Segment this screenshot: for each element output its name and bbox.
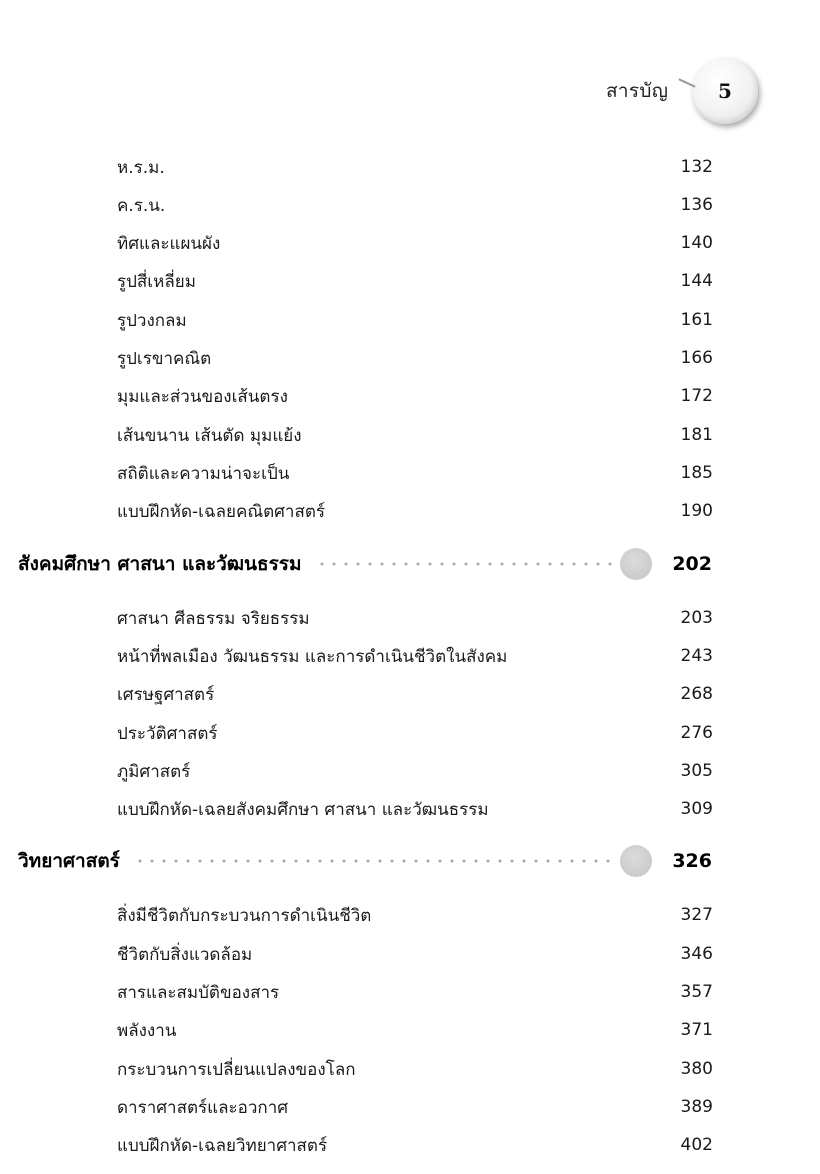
toc-entry-title: แบบฝึกหัด-เฉลยคณิตศาสตร์ bbox=[117, 501, 326, 522]
section-marker-circle bbox=[620, 845, 652, 877]
section-heading-social-studies[interactable] bbox=[18, 546, 712, 582]
toc-entry-page: 185 bbox=[680, 463, 713, 483]
toc-entry-title: แบบฝึกหัด-เฉลยสังคมศึกษา ศาสนา และวัฒนธรรม bbox=[117, 799, 489, 820]
toc-entry-page: 327 bbox=[680, 905, 713, 925]
toc-entry-title: ห.ร.ม. bbox=[117, 157, 165, 178]
toc-entry-title: เศรษฐศาสตร์ bbox=[117, 684, 215, 705]
toc-entry-page: 268 bbox=[680, 684, 713, 704]
toc-entry[interactable] bbox=[117, 266, 713, 296]
toc-entry-page: 305 bbox=[680, 761, 713, 781]
toc-entry[interactable] bbox=[117, 458, 713, 488]
toc-entry[interactable] bbox=[117, 679, 713, 709]
toc-entry-title: ทิศและแผนผัง bbox=[117, 233, 221, 254]
toc-entry-title: เส้นขนาน เส้นตัด มุมแย้ง bbox=[117, 425, 302, 446]
page-number-badge: 5 bbox=[692, 58, 758, 124]
toc-entry-title: ค.ร.น. bbox=[117, 195, 166, 216]
toc-entry[interactable] bbox=[117, 1130, 713, 1160]
toc-entry-page: 243 bbox=[680, 646, 713, 666]
toc-entry-title: ศาสนา ศีลธรรม จริยธรรม bbox=[117, 608, 310, 629]
toc-entry-title: แบบฝึกหัด-เฉลยวิทยาศาสตร์ bbox=[117, 1135, 328, 1156]
section-heading-title: วิทยาศาสตร์ bbox=[18, 850, 120, 872]
toc-entry-page: 166 bbox=[680, 348, 713, 368]
toc-entry-title: มุมและส่วนของเส้นตรง bbox=[117, 386, 288, 407]
toc-entry[interactable] bbox=[117, 794, 713, 824]
toc-entry-title: สารและสมบัติของสาร bbox=[117, 982, 280, 1003]
toc-entry-page: 136 bbox=[680, 195, 713, 215]
toc-entry[interactable] bbox=[117, 641, 713, 671]
toc-entry-page: 389 bbox=[680, 1097, 713, 1117]
toc-entry[interactable] bbox=[117, 420, 713, 450]
section-marker-circle bbox=[620, 548, 652, 580]
section-heading-page: 202 bbox=[672, 553, 712, 575]
toc-entry-page: 181 bbox=[680, 425, 713, 445]
toc-entry-title: หน้าที่พลเมือง วัฒนธรรม และการดำเนินชีวิตในสังคม bbox=[117, 646, 508, 667]
toc-entry-title: รูปสี่เหลี่ยม bbox=[117, 271, 196, 292]
toc-entry[interactable] bbox=[117, 718, 713, 748]
toc-entry-title: สิ่งมีชีวิตกับกระบวนการดำเนินชีวิต bbox=[117, 905, 372, 926]
toc-entry[interactable] bbox=[117, 496, 713, 526]
toc-entry[interactable] bbox=[117, 343, 713, 373]
toc-entry-title: ประวัติศาสตร์ bbox=[117, 723, 218, 744]
toc-entry-page: 380 bbox=[680, 1059, 713, 1079]
dotted-leader bbox=[316, 562, 616, 566]
toc-entry-title: สถิติและความน่าจะเป็น bbox=[117, 463, 290, 484]
toc-entry[interactable] bbox=[117, 305, 713, 335]
section-heading-page: 326 bbox=[672, 850, 712, 872]
toc-entry-page: 161 bbox=[680, 310, 713, 330]
toc-entry[interactable] bbox=[117, 190, 713, 220]
toc-entry-page: 203 bbox=[680, 608, 713, 628]
toc-entry-title: รูปวงกลม bbox=[117, 310, 187, 331]
toc-entry-page: 357 bbox=[680, 982, 713, 1002]
toc-entry[interactable] bbox=[117, 1015, 713, 1045]
toc-entry-page: 346 bbox=[680, 944, 713, 964]
toc-entry-title: ดาราศาสตร์และอวกาศ bbox=[117, 1097, 289, 1118]
toc-entry[interactable] bbox=[117, 900, 713, 930]
toc-entry-page: 190 bbox=[680, 501, 713, 521]
toc-entry[interactable] bbox=[117, 977, 713, 1007]
toc-entry-title: รูปเรขาคณิต bbox=[117, 348, 212, 369]
toc-entry[interactable] bbox=[117, 939, 713, 969]
toc-entry-title: ภูมิศาสตร์ bbox=[117, 761, 191, 782]
toc-entry[interactable] bbox=[117, 228, 713, 258]
toc-entry-page: 144 bbox=[680, 271, 713, 291]
toc-entry[interactable] bbox=[117, 1054, 713, 1084]
toc-entry-page: 402 bbox=[680, 1135, 713, 1155]
toc-entry-page: 140 bbox=[680, 233, 713, 253]
toc-entry[interactable] bbox=[117, 381, 713, 411]
section-heading-science[interactable] bbox=[18, 843, 712, 879]
toc-entry[interactable] bbox=[117, 152, 713, 182]
toc-entry-title: พลังงาน bbox=[117, 1020, 177, 1041]
toc-entry-page: 276 bbox=[680, 723, 713, 743]
toc-entry[interactable] bbox=[117, 603, 713, 633]
toc-entry-page: 371 bbox=[680, 1020, 713, 1040]
toc-entry[interactable] bbox=[117, 756, 713, 786]
toc-entry-page: 132 bbox=[680, 157, 713, 177]
toc-entry-page: 172 bbox=[680, 386, 713, 406]
dotted-leader bbox=[134, 859, 616, 863]
toc-entry-title: ชีวิตกับสิ่งแวดล้อม bbox=[117, 944, 253, 965]
toc-entry-page: 309 bbox=[680, 799, 713, 819]
toc-entry[interactable] bbox=[117, 1092, 713, 1122]
toc-entry-title: กระบวนการเปลี่ยนแปลงของโลก bbox=[117, 1059, 356, 1080]
page-header-title: สารบัญ bbox=[606, 80, 669, 102]
section-heading-title: สังคมศึกษา ศาสนา และวัฒนธรรม bbox=[18, 553, 302, 575]
